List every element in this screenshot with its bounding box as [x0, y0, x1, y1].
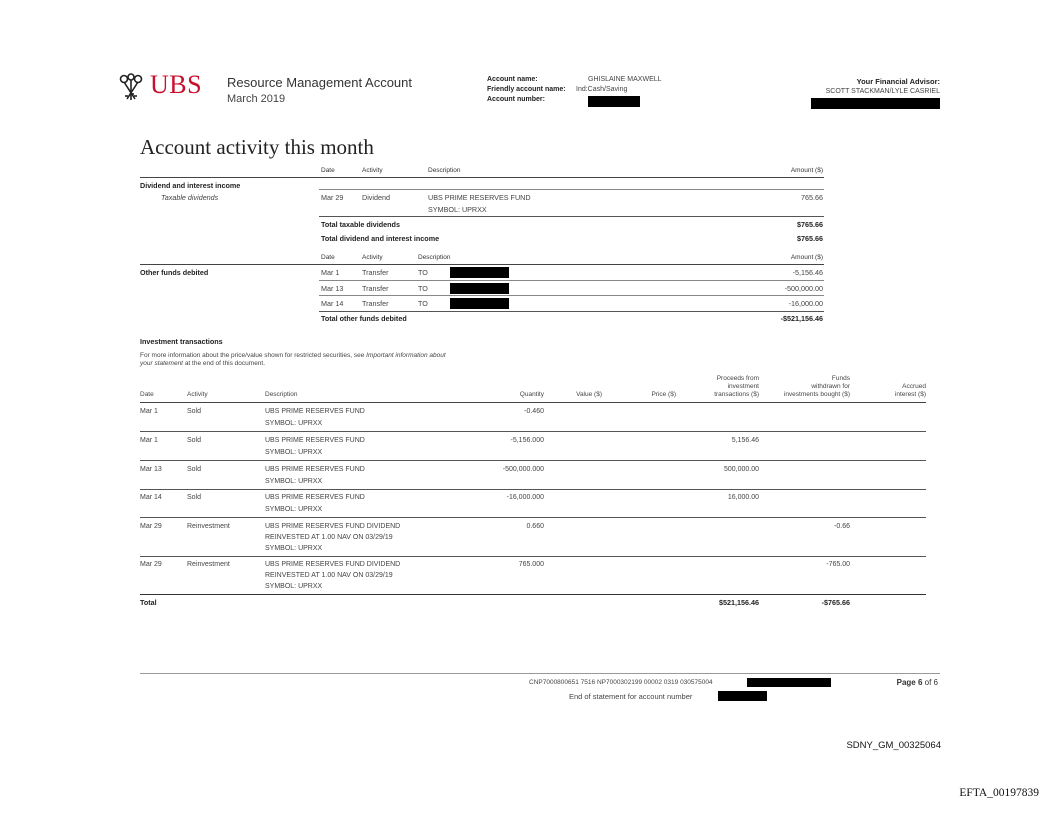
inv-row-activity: Reinvestment [187, 561, 230, 568]
friendly-name-value: Ind:Cash/Saving [576, 86, 628, 93]
debit-row-desc: TO [418, 268, 428, 277]
inv-row-date: Mar 29 [140, 523, 162, 530]
advisor-phone-redaction [811, 98, 940, 109]
investment-note [140, 352, 446, 359]
divider [140, 264, 824, 265]
inv-row-symbol: SYMBOL: UPRXX [265, 545, 323, 552]
col-price: Price ($) [651, 391, 676, 398]
brand-logo-text: UBS [150, 70, 203, 99]
inv-row-desc-line2: REINVESTED AT 1.00 NAV ON 03/29/19 [265, 534, 393, 541]
advisor-label: Your Financial Advisor: [856, 77, 940, 86]
inv-row-desc: UBS PRIME RESERVES FUND DIVIDEND [265, 561, 401, 568]
col-quantity: Quantity [519, 391, 544, 398]
debit-col-date: Date [321, 254, 335, 261]
debit-row-amount: -500,000.00 [784, 284, 823, 293]
code-redaction [747, 678, 831, 687]
inv-row-quantity: 0.660 [526, 523, 544, 530]
col-funds-line2: withdrawn for [811, 383, 850, 390]
inv-row-funds: -0.66 [834, 523, 850, 530]
inv-row-symbol: SYMBOL: UPRXX [265, 478, 323, 485]
ubs-keys-logo [116, 72, 146, 102]
inv-row-date: Mar 14 [140, 494, 162, 501]
account-number-label: Account number: [487, 96, 545, 103]
col-accrued-line1: Accrued [902, 383, 926, 390]
page-number: 6 [917, 678, 923, 687]
inv-row-date: Mar 13 [140, 466, 162, 473]
inv-row-activity: Sold [187, 466, 202, 473]
inv-row-desc-line2: REINVESTED AT 1.00 NAV ON 03/29/19 [265, 572, 393, 579]
inv-row-desc: UBS PRIME RESERVES FUND DIVIDEND [265, 523, 401, 530]
dividend-section-label: Dividend and interest income [140, 181, 241, 190]
account-name-value: GHISLAINE MAXWELL [588, 76, 662, 83]
efta-stamp: EFTA_00197839 [959, 787, 1039, 799]
total-taxable-label: Total taxable dividends [321, 220, 400, 229]
divider [140, 402, 926, 403]
inv-row-date: Mar 29 [140, 561, 162, 568]
account-type-title: Resource Management Account [227, 75, 412, 90]
col-description: Description [265, 391, 298, 398]
footer-divider [140, 673, 940, 674]
total-dividend-label: Total dividend and interest income [321, 234, 440, 243]
total-dividend-value: $765.66 [797, 234, 823, 243]
dividend-row-desc: UBS PRIME RESERVES FUND [428, 193, 531, 202]
debit-row-activity: Transfer [362, 284, 389, 293]
debit-row-date: Mar 14 [321, 299, 344, 308]
inv-row-symbol: SYMBOL: UPRXX [265, 449, 323, 456]
bates-stamp: SDNY_GM_00325064 [846, 740, 941, 751]
inv-row-quantity: 765.000 [518, 561, 544, 568]
col-proceeds-line1: Proceeds from [716, 375, 759, 382]
total-taxable-value: $765.66 [797, 220, 823, 229]
dividend-row-amount: 765.66 [801, 193, 823, 202]
inv-row-activity: Sold [187, 437, 202, 444]
divider [140, 594, 926, 595]
taxable-dividends-label: Taxable dividends [161, 193, 219, 202]
inv-row-proceeds: 500,000.00 [723, 466, 759, 473]
inv-row-date: Mar 1 [140, 408, 158, 415]
investment-total-label: Total [140, 598, 157, 607]
note-italic: Important information about [366, 352, 446, 359]
inv-row-proceeds: 5,156.46 [731, 437, 759, 444]
debit-row-desc: TO [418, 299, 428, 308]
col-value: Value ($) [576, 391, 602, 398]
divider [319, 295, 824, 296]
inv-row-desc: UBS PRIME RESERVES FUND [265, 408, 365, 415]
debit-row-amount: -16,000.00 [788, 299, 823, 308]
inv-row-symbol: SYMBOL: UPRXX [265, 506, 323, 513]
debit-row-activity: Transfer [362, 268, 389, 277]
note-text: For more information about the price/value shown for restricted securities, see [140, 352, 365, 359]
account-number-redaction [588, 96, 640, 107]
debit-col-description: Description [418, 254, 451, 261]
inv-row-proceeds: 16,000.00 [727, 494, 759, 501]
debit-row-desc: TO [418, 284, 428, 293]
inv-row-quantity: -5,156.000 [510, 437, 544, 444]
col-proceeds-line3: transactions ($) [714, 391, 759, 398]
debit-col-activity: Activity [362, 254, 383, 261]
statement-code: CNP7000800651 7516 NP7000302199 00002 0319 030575004 [529, 679, 713, 686]
investment-note-line2 [140, 360, 265, 367]
account-number-redaction [718, 691, 767, 701]
divider [140, 517, 926, 518]
debit-row-amount: -5,156.46 [792, 268, 823, 277]
recipient-redaction [450, 283, 509, 294]
inv-row-quantity: -0.460 [524, 408, 544, 415]
inv-row-activity: Reinvestment [187, 523, 230, 530]
col-funds-line3: investments bought ($) [783, 391, 850, 398]
inv-row-activity: Sold [187, 494, 202, 501]
page-title: Account activity this month [140, 135, 374, 159]
inv-row-quantity: -16,000.000 [506, 494, 544, 501]
col-accrued-line2: interest ($) [894, 391, 926, 398]
debit-col-amount: Amount ($) [790, 254, 823, 261]
inv-row-activity: Sold [187, 408, 202, 415]
divider [319, 280, 824, 281]
inv-row-symbol: SYMBOL: UPRXX [265, 420, 323, 427]
divider [319, 189, 824, 190]
note-text: at the end of this document. [184, 360, 266, 367]
friendly-name-label: Friendly account name: [487, 86, 566, 93]
inv-row-symbol: SYMBOL: UPRXX [265, 583, 323, 590]
investment-total-funds: -$765.66 [821, 598, 850, 607]
page-label: Page [896, 678, 916, 687]
dividend-row-symbol: SYMBOL: UPRXX [428, 205, 487, 214]
account-name-label: Account name: [487, 76, 538, 83]
col-proceeds-line2: investment [727, 383, 759, 390]
div-col-activity: Activity [362, 167, 383, 174]
inv-row-quantity: -500,000.000 [502, 466, 544, 473]
total-debited-label: Total other funds debited [321, 314, 407, 323]
recipient-redaction [450, 267, 509, 278]
divider [140, 460, 926, 461]
divider [319, 216, 824, 217]
page-total: of 6 [924, 678, 938, 687]
col-activity: Activity [187, 391, 208, 398]
recipient-redaction [450, 298, 509, 309]
investment-total-proceeds: $521,156.46 [719, 598, 759, 607]
debit-row-date: Mar 13 [321, 284, 344, 293]
statement-month: March 2019 [227, 93, 286, 105]
total-debited-value: -$521,156.46 [780, 314, 823, 323]
divider [140, 431, 926, 432]
page-indicator [897, 678, 938, 687]
divider [140, 489, 926, 490]
col-funds-line1: Funds [831, 375, 850, 382]
divider [319, 311, 824, 312]
div-col-date: Date [321, 167, 335, 174]
other-funds-debited-label: Other funds debited [140, 268, 209, 277]
inv-row-desc: UBS PRIME RESERVES FUND [265, 494, 365, 501]
inv-row-desc: UBS PRIME RESERVES FUND [265, 437, 365, 444]
div-col-amount: Amount ($) [790, 167, 823, 174]
inv-row-date: Mar 1 [140, 437, 158, 444]
divider [140, 177, 824, 178]
debit-row-date: Mar 1 [321, 268, 340, 277]
note-italic: your statement [140, 360, 183, 367]
dividend-row-date: Mar 29 [321, 193, 344, 202]
inv-row-funds: -765.00 [826, 561, 850, 568]
debit-row-activity: Transfer [362, 299, 389, 308]
col-date: Date [140, 391, 154, 398]
div-col-description: Description [428, 167, 461, 174]
divider [140, 556, 926, 557]
dividend-row-activity: Dividend [362, 193, 390, 202]
inv-row-desc: UBS PRIME RESERVES FUND [265, 466, 365, 473]
end-of-statement-text: End of statement for account number [569, 692, 693, 701]
investment-transactions-title: Investment transactions [140, 337, 223, 346]
advisor-name: SCOTT STACKMAN/LYLE CASRIEL [825, 88, 940, 95]
